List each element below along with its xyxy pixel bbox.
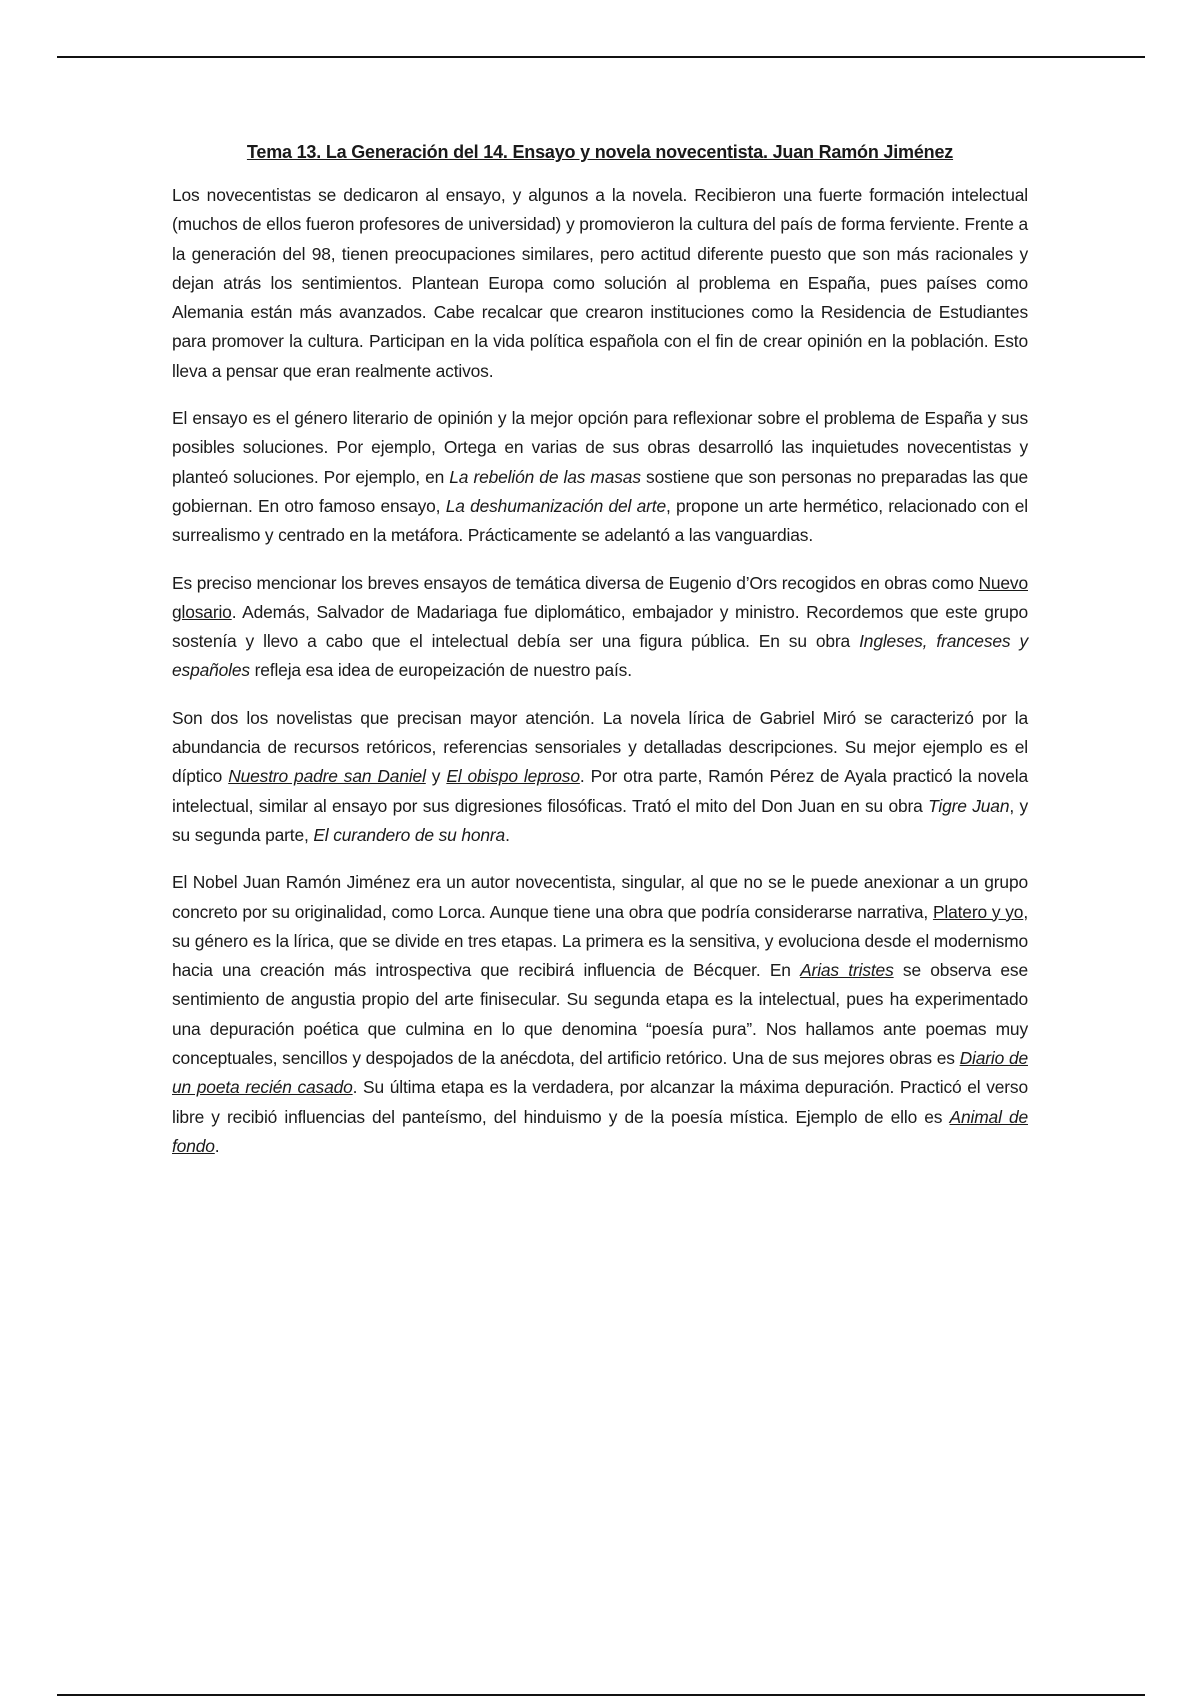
text-run: El Nobel Juan Ramón Jiménez era un autor novecentista, singular, al que no se le puede anexionar a un grupo concreto por su originalidad, como Lorca. Aunque tiene una obra que podría considerarse narrativa,	[172, 872, 1028, 922]
text-run: y	[425, 766, 447, 787]
text-run: El ensayo es el género literario de opinión y la mejor opción para reflexionar sobre el problema de España y sus posibles soluciones. Por ejemplo, Ortega en varias de sus obras desarrolló las inquietudes novecentistas y planteó soluciones. Por ejemplo, en	[172, 408, 1028, 487]
text-run: , su género es la lírica, que se divide en tres etapas. La primera es la sensitiva, y evoluciona desde el modernismo hacia una creación más introspectiva que recibirá influencia de Bécquer. En	[172, 901, 1028, 981]
work-title: Tigre Juan	[928, 795, 1010, 816]
work-title: El curandero de su honra	[313, 824, 506, 845]
text-run: Es preciso mencionar los breves ensayos de temática diversa de Eugenio d’Ors recogidos en obras como	[172, 572, 979, 593]
text-run: . Por otra parte, Ramón Pérez de Ayala practicó la novela intelectual, similar al ensayo por sus digresiones filosóficas. Trató el mito del Don Juan en su obra	[172, 766, 1028, 816]
text-run: se observa ese sentimiento de angustia propio del arte finisecular. Su segunda etapa es la intelectual, pues ha experimentado una depuración poética que culmina en lo que denomina “poesía pura”. Nos hallamos ante poemas muy conceptuales, sencillos y despojados de la anécdota, del artificio retórico. Una de sus mejores obras es	[172, 960, 1028, 1069]
text-run: Son dos los novelistas que precisan mayor atención. La novela lírica de Gabriel Miró se caracterizó por la abundancia de recursos retóricos, referencias sensoriales y detalladas descripciones. Su mejor ejemplo es el díptico	[172, 707, 1028, 787]
work-title: Nuevo glosario	[172, 572, 1028, 622]
work-title: La rebelión de las masas	[449, 466, 641, 487]
work-title: Ingleses, franceses y españoles	[172, 631, 1028, 681]
footer-rule	[57, 1694, 1145, 1696]
paragraph-5	[172, 868, 1028, 1161]
work-title: Diario de un poeta recién casado	[172, 1048, 1028, 1098]
text-run: , propone un arte hermético, relacionado con el surrealismo y centrado en la metáfora. Prácticamente se adelantó a las vanguardias.	[172, 495, 1028, 546]
text-run: . Además, Salvador de Madariaga fue diplomático, embajador y ministro. Recordemos que este grupo sostenía y llevo a cabo que el intelectual debía ser una figura pública. En su obra	[172, 601, 1028, 652]
document-title: Tema 13. La Generación del 14. Ensayo y novela novecentista. Juan Ramón Jiménez	[246, 142, 954, 162]
paragraph-1: Los novecentistas se dedicaron al ensayo, y algunos a la novela. Recibieron una fuerte formación intelectual (muchos de ellos fueron profesores de universidad) y promovieron la cultura del país de forma ferviente. Frente a la generación del 98, tienen preocupaciones similares, pero actitud diferente puesto que son más racionales y dejan atrás los sentimientos. Plantean Europa como solución al problema en España, pues países como Alemania están más avanzados. Cabe recalcar que crearon instituciones como la Residencia de Estudiantes para promover la cultura. Participan en la vida política española con el fin de crear opinión en la población. Esto lleva a pensar que eran realmente activos.	[172, 185, 1028, 381]
text-run: , y su segunda parte,	[172, 795, 1029, 845]
work-title: La deshumanización del arte	[445, 495, 666, 516]
text-run: .	[505, 824, 510, 845]
work-title: Platero y yo	[932, 901, 1024, 922]
text-run: refleja esa idea de europeización de nuestro país.	[249, 660, 632, 681]
work-title: Nuestro padre san Daniel	[228, 766, 426, 787]
work-title: Arias tristes	[800, 960, 894, 981]
work-title: El obispo leproso	[446, 766, 580, 787]
work-title: Animal de fondo	[172, 1106, 1029, 1156]
text-run: . Su última etapa es la verdadera, por alcanzar la máxima depuración. Practicó el verso libre y recibió influencias del panteísmo, del hinduismo y de la poesía mística. Ejemplo de ello es	[172, 1077, 1028, 1127]
text-run: sostiene que son personas no preparadas las que gobiernan. En otro famoso ensayo,	[172, 466, 1028, 516]
paragraph-4	[172, 704, 1028, 850]
document-page	[172, 142, 1028, 1179]
text-run: .	[214, 1135, 220, 1156]
paragraph-2	[172, 404, 1028, 550]
header-rule	[57, 56, 1145, 58]
paragraph-3	[172, 569, 1028, 686]
